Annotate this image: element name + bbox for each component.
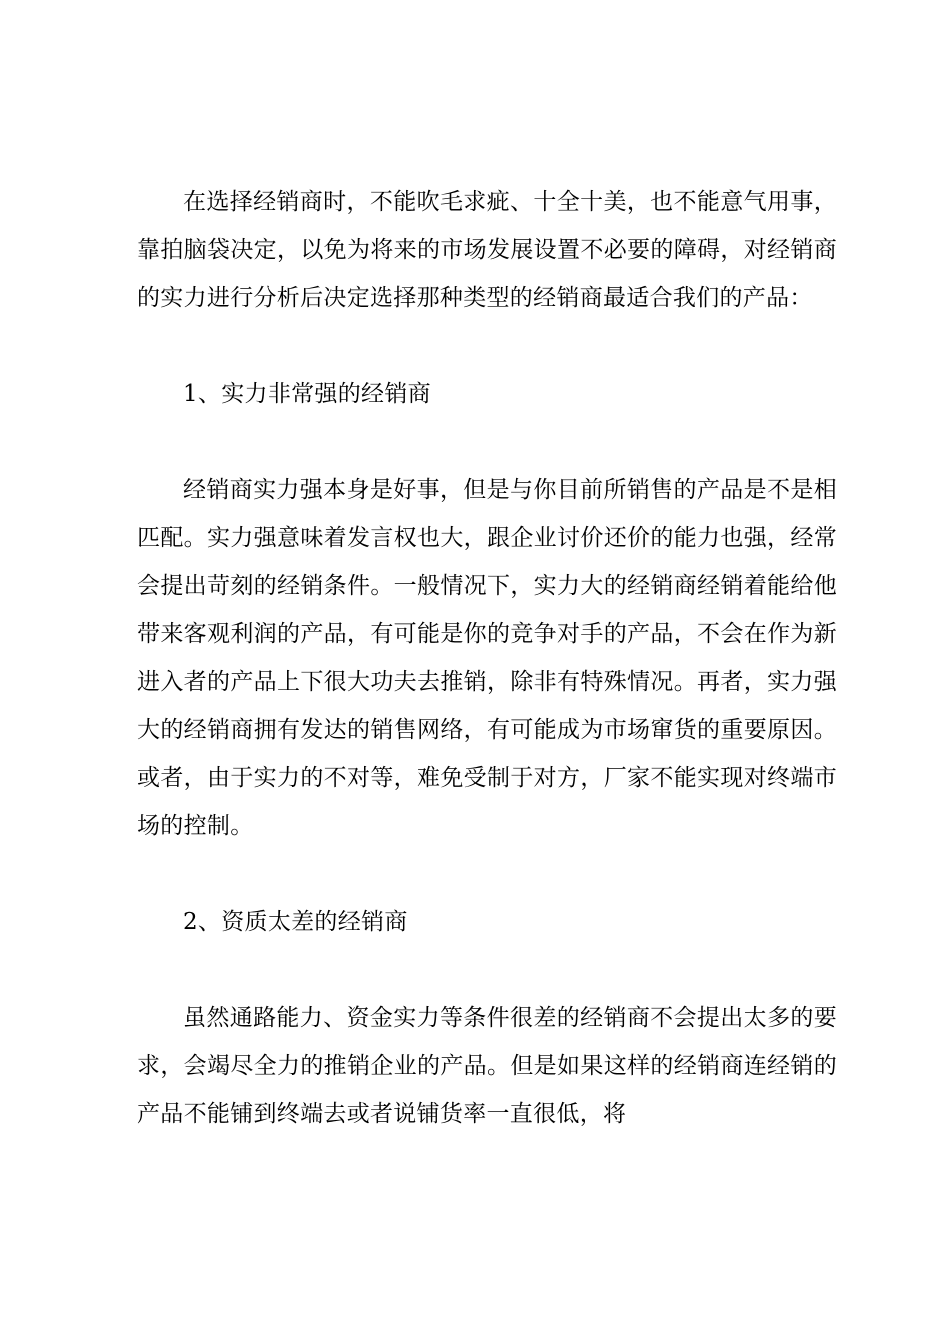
paragraph-gap xyxy=(137,946,837,994)
section-1-paragraph: 经销商实力强本身是好事，但是与你目前所销售的产品是不是相匹配。实力强意味着发言权也大，跟企业讨价还价的能力也强，经常会提出苛刻的经销条件。一般情况下，实力大的经销商经销着能给他带来客观利润的产品，有可能是你的竞争对手的产品，不会在作为新进入者的产品上下很大功夫去推销，除非有特殊情况。再者，实力强大的经销商拥有发达的销售网络，有可能成为市场窜货的重要原因。或者，由于实力的不对等，难免受制于对方，厂家不能实现对终端市场的控制。 xyxy=(137,477,837,839)
document-body xyxy=(137,178,837,1138)
paragraph-gap xyxy=(137,418,837,466)
section-2-paragraph: 虽然通路能力、资金实力等条件很差的经销商不会提出太多的要求，会竭尽全力的推销企业的产品。但是如果这样的经销商连经销的产品不能铺到终端去或者说铺货率一直很低，将 xyxy=(137,1005,837,1127)
intro-paragraph: 在选择经销商时，不能吹毛求疵、十全十美，也不能意气用事，靠拍脑袋决定，以免为将来的市场发展设置不必要的障碍，对经销商的实力进行分析后决定选择那种类型的经销商最适合我们的产品： xyxy=(137,189,837,311)
paragraph-gap xyxy=(137,850,837,898)
section-2-heading: 2、资质太差的经销商 xyxy=(183,909,408,935)
paragraph-gap xyxy=(137,322,837,370)
section-1-heading: 1、实力非常强的经销商 xyxy=(183,381,431,407)
